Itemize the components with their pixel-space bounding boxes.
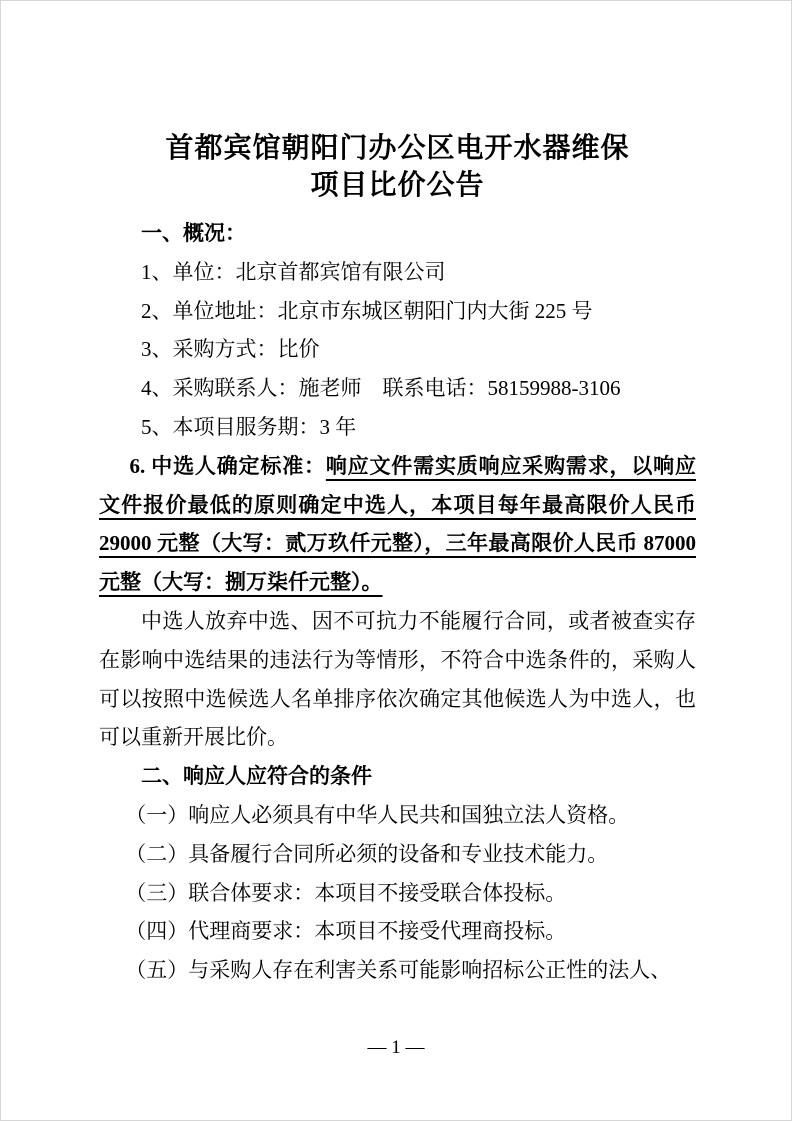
condition-item-5: （五）与采购人存在利害关系可能影响招标公正性的法人、 — [125, 958, 672, 983]
page-number: — 1 — — [367, 1037, 425, 1058]
document-title — [99, 130, 696, 204]
overview-item-procurement-method: 3、采购方式：比价 — [141, 337, 320, 362]
condition-item-3: （三）联合体要求：本项目不接受联合体投标。 — [125, 880, 567, 905]
document-title-line-2: 项目比价公告 — [310, 170, 485, 201]
page-footer — [1, 1035, 791, 1061]
condition-item-4: （四）代理商要求：本项目不接受代理商投标。 — [125, 919, 567, 944]
overview-item-selection-criteria — [99, 447, 696, 602]
document-title-line-1: 首都宾馆朝阳门办公区电开水器维保 — [165, 133, 630, 164]
condition-item-2: （二）具备履行合同所必须的设备和专业技术能力。 — [125, 841, 609, 866]
document-content — [99, 130, 696, 990]
selection-criteria-underlined-text: 响应文件需实质响应采购需求，以响应文件报价最低的原则确定中选人，本项目每年最高限价人民币 29000 元整（大写：贰万玖仟元整），三年最高限价人民币 87000 元整（大写：捌万柒仟元整）。 — [99, 453, 697, 595]
overview-item-contact: 4、采购联系人：施老师 联系电话：58159988-3106 — [141, 376, 621, 401]
section-1-heading: 一、概况： — [141, 221, 246, 245]
abandonment-clause-paragraph: 中选人放弃中选、因不可抗力不能履行合同，或者被查实存在影响中选结果的违法行为等情形，不符合中选条件的，采购人可以按照中选候选人名单排序依次确定其他候选人为中选人，也可以重新开展比价。 — [99, 608, 696, 750]
selection-criteria-label: 6. 中选人确定标准： — [129, 453, 326, 478]
overview-item-service-period: 5、本项目服务期：3 年 — [141, 414, 357, 439]
overview-item-address: 2、单位地址：北京市东城区朝阳门内大街 225 号 — [141, 298, 593, 323]
section-2-heading: 二、响应人应符合的条件 — [141, 764, 372, 789]
overview-item-unit: 1、单位：北京首都宾馆有限公司 — [141, 259, 446, 284]
condition-item-1: （一）响应人必须具有中华人民共和国独立法人资格。 — [125, 802, 630, 827]
